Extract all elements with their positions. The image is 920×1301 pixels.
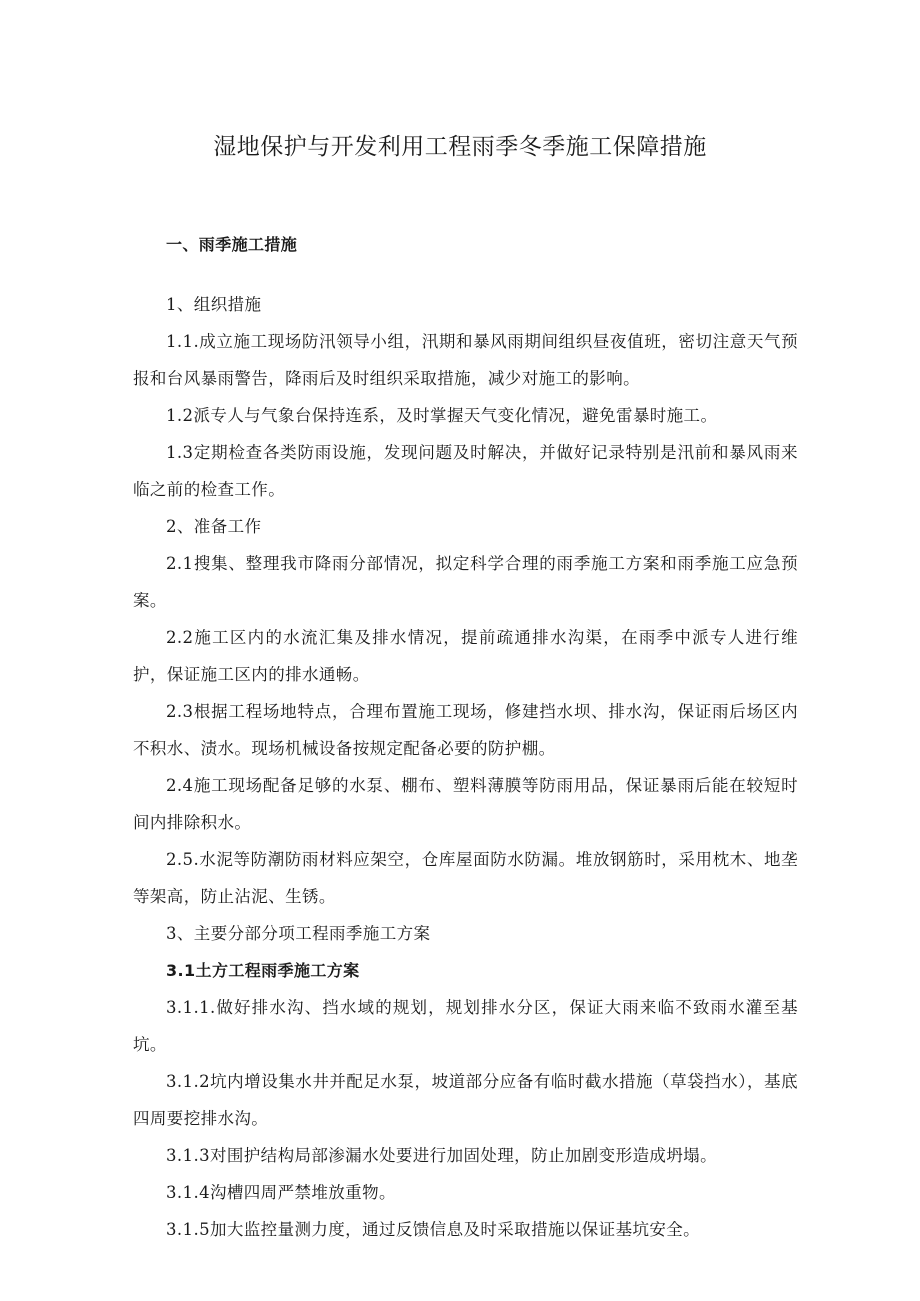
paragraph: 1.1.成立施工现场防汛领导小组，汛期和暴风雨期间组织昼夜值班，密切注意天气预报和台风暴雨警告，降雨后及时组织采取措施，减少对施工的影响。: [133, 332, 798, 388]
paragraph: 3.1.5加大监控量测力度，通过反馈信息及时采取措施以保证基坑安全。: [166, 1220, 701, 1239]
paragraph: 1.2派专人与气象台保持连系，及时掌握天气变化情况，避免雷暴时施工。: [166, 406, 718, 425]
paragraph: 1.3定期检查各类防雨设施，发现问题及时解决，并做好记录特别是汛前和暴风雨来临之前的检查工作。: [133, 443, 798, 499]
document-title: 湿地保护与开发利用工程雨季冬季施工保障措施: [213, 134, 707, 160]
paragraph: 3.1.3对围护结构局部渗漏水处要进行加固处理，防止加剧变形造成坍塌。: [166, 1146, 717, 1165]
subsection-heading: 3、主要分部分项工程雨季施工方案: [166, 924, 431, 943]
document-body: [133, 226, 798, 1248]
subsection-heading: 1、组织措施: [166, 295, 262, 314]
section-heading: 一、雨季施工措施: [166, 235, 298, 254]
paragraph: 3.1.2坑内增设集水井并配足水泵，坡道部分应备有临时截水措施（草袋挡水），基底四周要挖排水沟。: [133, 1072, 798, 1128]
paragraph: 2.2施工区内的水流汇集及排水情况，提前疏通排水沟渠，在雨季中派专人进行维护，保证施工区内的排水通畅。: [133, 628, 798, 684]
bold-subheading: 3.1土方工程雨季施工方案: [166, 961, 360, 980]
subsection-heading: 2、准备工作: [166, 517, 262, 536]
paragraph: 3.1.4沟槽四周严禁堆放重物。: [166, 1183, 396, 1202]
paragraph: 2.4施工现场配备足够的水泵、棚布、塑料薄膜等防雨用品，保证暴雨后能在较短时间内排除积水。: [133, 776, 798, 832]
paragraph: 2.3根据工程场地特点，合理布置施工现场，修建挡水坝、排水沟，保证雨后场区内不积水、渍水。现场机械设备按规定配备必要的防护棚。: [133, 702, 798, 758]
paragraph: 3.1.1.做好排水沟、挡水域的规划，规划排水分区，保证大雨来临不致雨水灌至基坑。: [133, 998, 798, 1054]
paragraph: 2.1搜集、整理我市降雨分部情况，拟定科学合理的雨季施工方案和雨季施工应急预案。: [133, 554, 798, 610]
paragraph: 2.5.水泥等防潮防雨材料应架空，仓库屋面防水防漏。堆放钢筋时，采用枕木、地垄等架高，防止沾泥、生锈。: [133, 850, 798, 906]
